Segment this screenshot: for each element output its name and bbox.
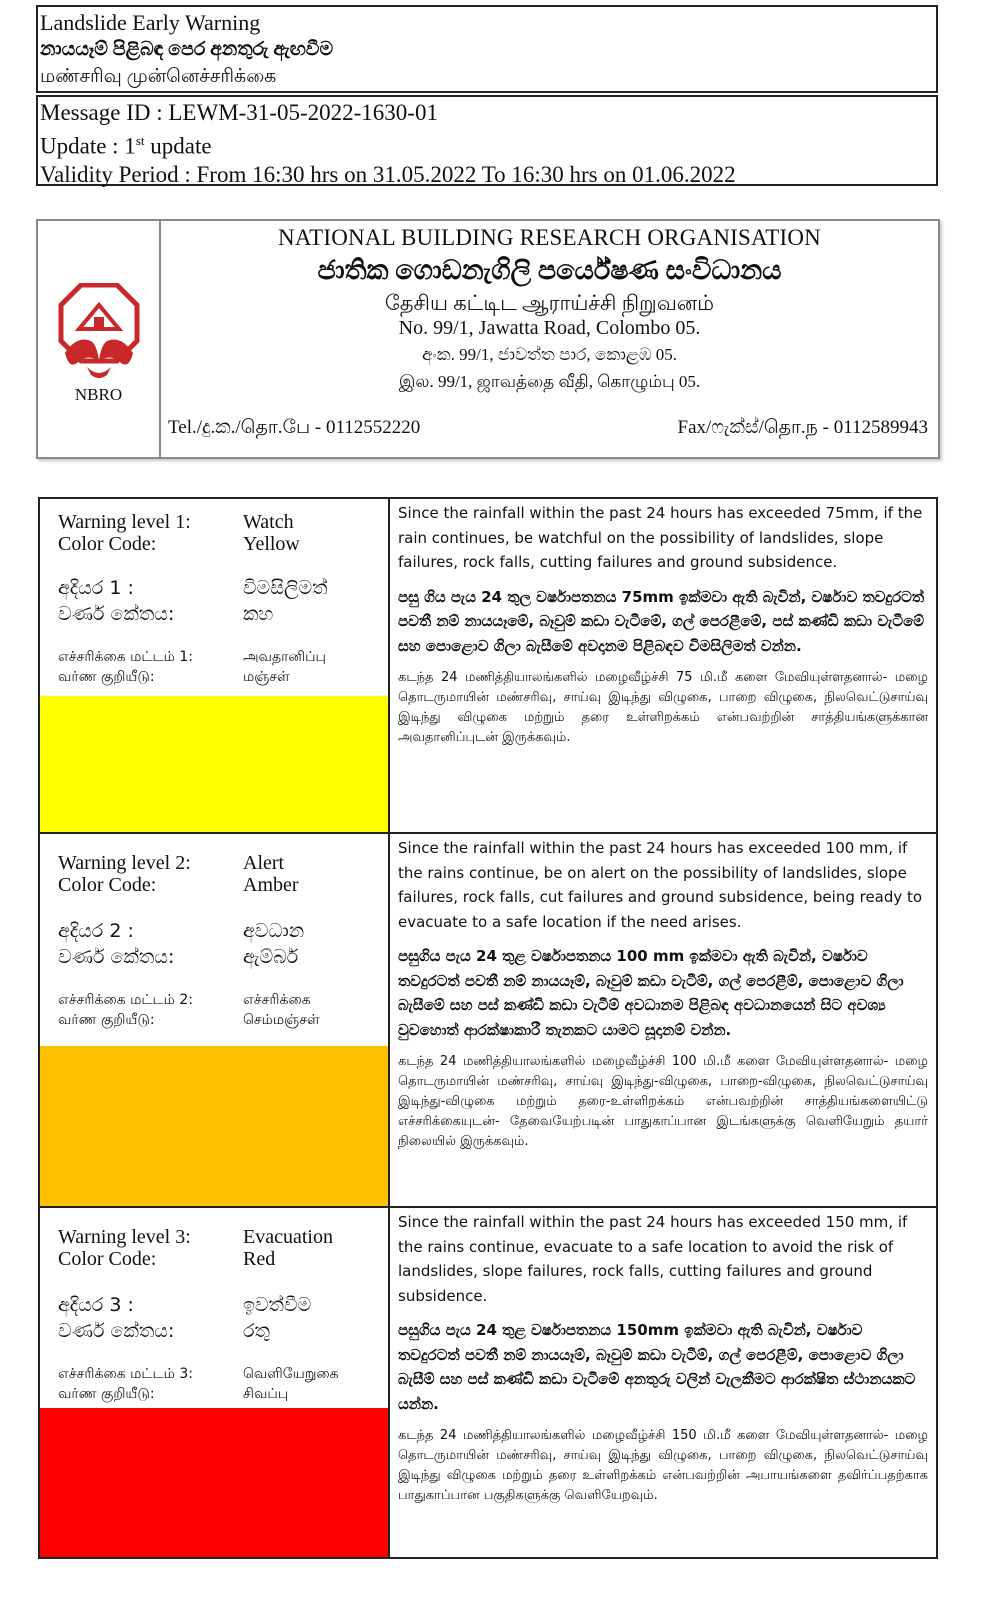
status-ta: வெளியேறுகை bbox=[243, 1366, 339, 1382]
warning-description bbox=[390, 834, 936, 1206]
color-swatch-amber bbox=[40, 1046, 388, 1206]
warning-level-labels bbox=[40, 834, 390, 1206]
color-label-ta: வர்ண குறியீடு: bbox=[58, 669, 155, 685]
warning-level-labels bbox=[40, 499, 390, 832]
description-tamil: கடந்த 24 மணித்தியாலங்களில் மழைவீழ்ச்சி 100 மி.மீ களை மேவியுள்ளதனால்- மழை தொடருமாயின் மண்சரிவு, சாய்வு இடிந்து-விழுகை, பாறை-விழுகை, நிலவெட்டுசாய்வு இடிந்து-விழுகை மற்றும் தரை-உள்ளிறக்கம் என்பவற்றின் சாத்தியங்களையிட்டு எச்சரிக்கையுடன்- தேவையேற்படின் பாதுகாப்பான இடங்களுக்கு வெளியேறும் தயார் நிலையில் இருக்கவும். bbox=[398, 1054, 928, 1149]
status-en: Alert bbox=[243, 852, 285, 874]
update-suffix: update bbox=[144, 133, 212, 159]
description-english: Since the rainfall within the past 24 hours has exceeded 150 mm, if the rains continue, evacuate to a safe location to avoid the risk of landslides, slope failures, rock falls, cutting failures and ground subsidence. bbox=[398, 1213, 908, 1305]
color-en: Yellow bbox=[243, 533, 300, 555]
color-ta: சிவப்பு bbox=[243, 1386, 289, 1402]
color-label-si: වර්ණ කේතය: bbox=[58, 1320, 175, 1342]
description-tamil: கடந்த 24 மணித்தியாலங்களில் மழைவீழ்ச்சி 150 மி.மீ களை மேவியுள்ளதனால்- மழை தொடருமாயின் மண்சரிவு, சாய்வு இடிந்து விழுகை, பாறை விழுகை, நிலவெட்டுசாய்வு இடிந்து விழுகை மற்றும் தரை உள்ளிறக்கம் என்பவற்றின் அபாயங்களை தவிர்ப்பதற்காக பாதுகாப்பான பகுதிகளுக்கு வெளியேறவும். bbox=[398, 1428, 928, 1503]
update-prefix: Update : 1 bbox=[40, 133, 136, 159]
org-name-sinhala: ජාතික ගොඩනැගිලි පර්යේෂණ සංවිධානය bbox=[317, 255, 782, 285]
status-en: Watch bbox=[243, 511, 294, 533]
org-address-english: No. 99/1, Jawatta Road, Colombo 05. bbox=[398, 317, 701, 339]
color-label-en: Color Code: bbox=[58, 1248, 157, 1270]
status-ta: அவதானிப்பு bbox=[243, 649, 326, 665]
warning-title-box bbox=[36, 5, 938, 93]
level-label-en: Warning level 3: bbox=[58, 1226, 191, 1248]
fax: Fax/ෆැක්ස්/தொ.ந - 0112589943 bbox=[677, 417, 928, 438]
title-sinhala: නායයෑම් පිළිබඳ පෙර අනතුරු ඇඟවීම bbox=[40, 39, 334, 60]
color-swatch-red bbox=[40, 1408, 388, 1557]
telephone: Tel./දු.ක./தொ.பே - 0112552220 bbox=[168, 417, 421, 438]
level-label-si: අදියර 1 : bbox=[58, 577, 134, 599]
level-label-ta: எச்சரிக்கை மட்டம் 1: bbox=[58, 649, 194, 665]
description-english: Since the rainfall within the past 24 hours has exceeded 100 mm, if the rains continue, be on alert on the possibility of landslides, slope failures, rock falls, cut failures and ground subsidence, being ready to evacuate to a safe location if the need arises. bbox=[398, 839, 923, 931]
color-label-si: වර්ණ කේතය: bbox=[58, 946, 175, 968]
status-si: ඉවත්වීම bbox=[243, 1294, 312, 1316]
level-label-si: අදියර 3 : bbox=[58, 1294, 134, 1316]
color-label-ta: வர்ண குறியீடு: bbox=[58, 1012, 155, 1028]
description-sinhala: පසුගිය පැය 24 තුළ වර්ෂාපතනය 150mm ඉක්මවා ඇති බැවින්, වර්ෂාව තවදුරටත් පවතී නම් නායයෑම්, බෑවුම් කඩා වැටීම්, ගල් පෙරළීම්, පොළොව ගිලා බැසීම් සහ පස් කණ්ඩි කඩා වැටීමේ අනතුරු වලින් වැලකීමට ආරක්ෂිත ස්ථානයකට යන්න. bbox=[398, 1321, 916, 1413]
org-name-tamil: தேசிய கட்டிட ஆராய்ச்சி நிறுவனம் bbox=[384, 291, 715, 315]
validity-period: Validity Period : From 16:30 hrs on 31.05.2022 To 16:30 hrs on 01.06.2022 bbox=[40, 161, 736, 187]
level-label-en: Warning level 2: bbox=[58, 852, 191, 874]
update-sup: st bbox=[135, 133, 145, 148]
color-si: කහ bbox=[243, 603, 274, 625]
organisation-box bbox=[36, 219, 940, 459]
message-info-box bbox=[36, 95, 938, 186]
warning-levels-table bbox=[38, 497, 938, 1559]
warning-level-labels bbox=[40, 1208, 390, 1557]
title-english: Landslide Early Warning bbox=[40, 10, 261, 35]
level-label-si: අදියර 2 : bbox=[58, 920, 134, 942]
description-sinhala: පසු ගිය පැය 24 තුල වර්ෂාපතනය 75mm ඉක්මවා ඇති බැවින්, වර්ෂාව තවදුරටත් පවතී නම් නායයෑමේ, බෑවුම් කඩා වැටීමේ, ගල් පෙරළීමේ, පස් කණ්ඩි කඩා වැටීමේ සහ පොළොව ගිලා බැසීමේ අවදානම පිළිබඳව විමසිලිමත් වන්න. bbox=[398, 587, 925, 655]
level-label-en: Warning level 1: bbox=[58, 511, 191, 533]
description-english: Since the rainfall within the past 24 hours has exceeded 75mm, if the rain continues, be watchful on the possibility of landslides, slope failures, rock falls, cutting failures and ground subsidence. bbox=[398, 504, 923, 571]
color-en: Red bbox=[243, 1248, 276, 1270]
level-label-ta: எச்சரிக்கை மட்டம் 3: bbox=[58, 1366, 194, 1382]
color-swatch-yellow bbox=[40, 696, 388, 832]
level-label-ta: எச்சரிக்கை மட்டம் 2: bbox=[58, 992, 194, 1008]
description-tamil: கடந்த 24 மணித்தியாலங்களில் மழைவீழ்ச்சி 75 மி.மீ களை மேவியுள்ளதனால்- மழை தொடருமாயின் மண்சரிவு, சாய்வு இடிந்து விழுகை, பாறை விழுகை, நிலவெட்டுசாய்வு இடிந்து விழுகை மற்றும் தரை உள்ளிறக்கம் என்பவற்றின் சாத்தியங்களுக்கான அவதானிப்புடன் இருக்கவும். bbox=[398, 670, 928, 745]
color-label-en: Color Code: bbox=[58, 533, 157, 555]
color-ta: செம்மஞ்சள் bbox=[243, 1012, 320, 1028]
update-line bbox=[40, 127, 934, 161]
warning-description bbox=[390, 1208, 936, 1557]
warning-level-row bbox=[40, 1208, 936, 1557]
org-name-english: NATIONAL BUILDING RESEARCH ORGANISATION bbox=[278, 225, 821, 250]
warning-level-row bbox=[40, 499, 936, 834]
status-en: Evacuation bbox=[243, 1226, 333, 1248]
warning-level-row bbox=[40, 834, 936, 1208]
status-si: අවධාන bbox=[243, 920, 305, 942]
message-id: Message ID : LEWM-31-05-2022-1630-01 bbox=[40, 100, 438, 125]
color-label-en: Color Code: bbox=[58, 874, 157, 896]
color-en: Amber bbox=[243, 874, 299, 896]
status-si: විමසිලිමත් bbox=[243, 577, 328, 599]
color-si: රතු bbox=[243, 1320, 270, 1342]
nbro-logo-icon bbox=[57, 283, 141, 379]
color-label-si: වර්ණ කේතය: bbox=[58, 603, 175, 625]
logo-text: NBRO bbox=[74, 385, 123, 404]
color-si: ඇම්බර් bbox=[243, 946, 299, 968]
org-address-sinhala: අංක. 99/1, ජාවත්ත පාර, කොළඹ 05. bbox=[422, 345, 677, 364]
org-address-tamil: இல. 99/1, ஜாவத்தை வீதி, கொழும்பு 05. bbox=[398, 372, 701, 391]
color-label-ta: வர்ண குறியீடு: bbox=[58, 1386, 155, 1402]
status-ta: எச்சரிக்கை bbox=[243, 992, 311, 1008]
description-sinhala: පසුගිය පැය 24 තුළ වර්ෂාපතනය 100 mm ඉක්මවා ඇති බැවින්, වර්ෂාව තවදුරටත් පවතී නම් නායයෑම්, බෑවුම් කඩා වැටීම්, ගල් පෙරළීම්, පොළොව ගිලා බැසීමේ සහ පස් කණ්ඩි කඩා වැටීම් අවධානම පිළිබඳ අවධානයෙන් සිට අවශ්‍ය වුවහොත් ආරක්ෂාකාරී තැනකට යාමට සූදානම් වන්න. bbox=[398, 947, 904, 1039]
warning-description bbox=[390, 499, 936, 832]
color-ta: மஞ்சள் bbox=[243, 669, 290, 685]
logo-cell bbox=[38, 221, 161, 457]
title-tamil: மண்சரிவு முன்னெச்சரிக்கை bbox=[40, 66, 277, 87]
